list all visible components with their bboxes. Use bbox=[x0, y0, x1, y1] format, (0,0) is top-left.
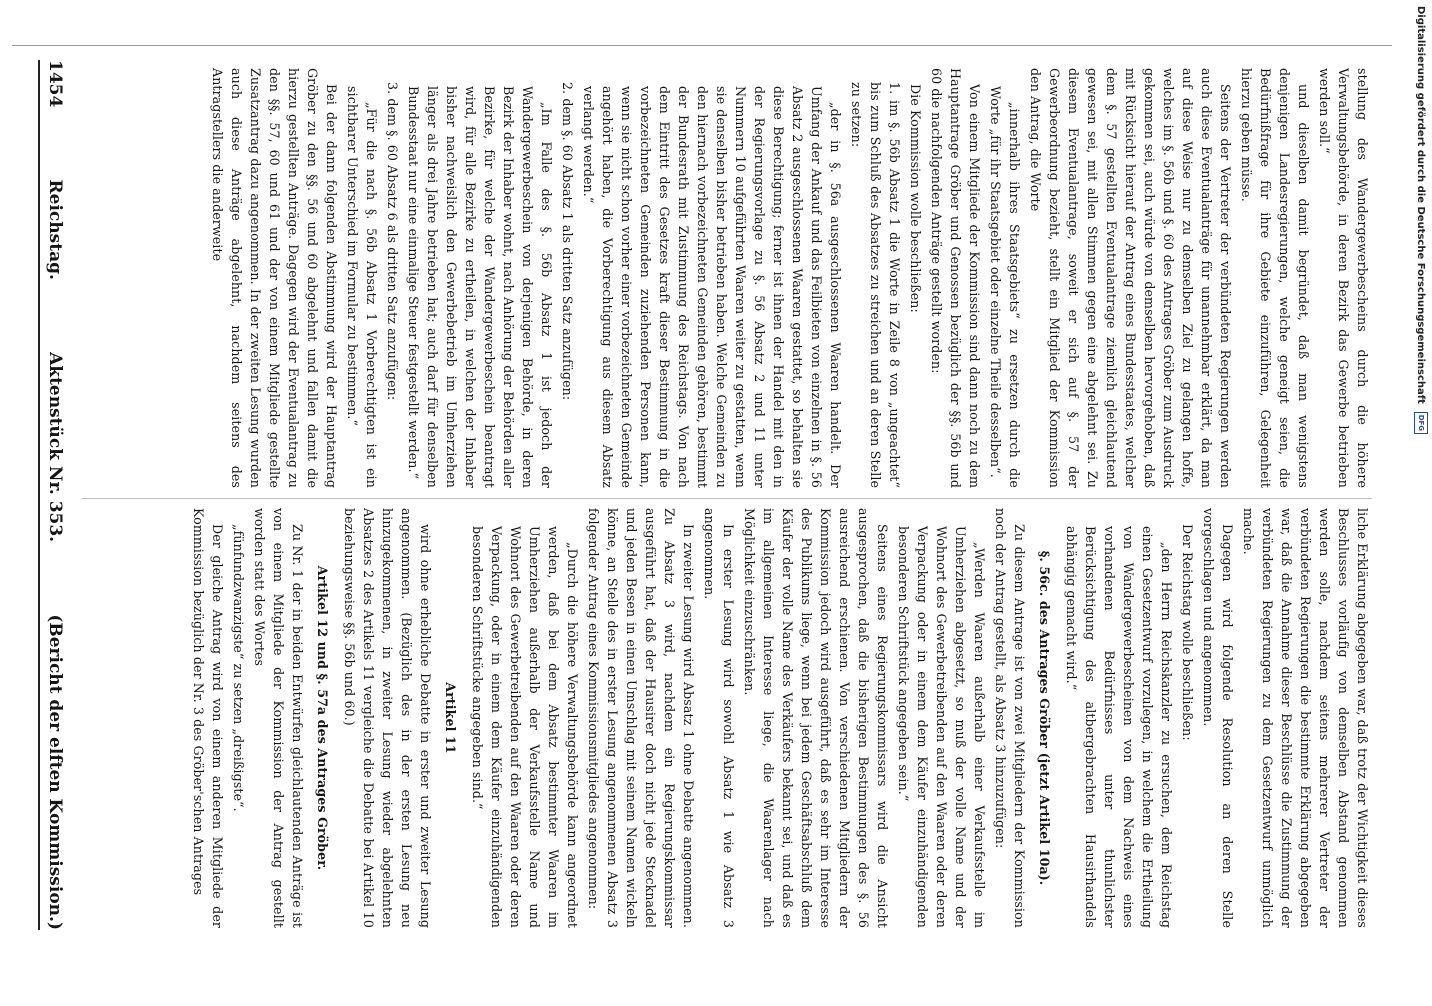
paragraph: „innerhalb ihres Staatsgebiets“ zu ersetzen durch die Worte „für ihr Staatsgebiet oder einzelne Theile desselben“. bbox=[988, 86, 1022, 488]
section-heading: Artikel 11 bbox=[443, 682, 458, 754]
paragraph: wird ohne erhebliche Debatte in erster und zweiter Lesung angenommen. (Bezüglich des in der ersten Lesung neu hinzugekommenen, in zweiter Lesung wieder abgelehnten Absatzes 2 des Artikels 11 vergleiche die Debatte bei Artikel 10 beziehungsweise §§. 56b und 60.) bbox=[342, 508, 433, 928]
paragraph: In zweiter Lesung wird Absatz 1 ohne Debatte angenommen. Zu Absatz 3 wird, nachdem ein Regierungskommissar ausgeführt hat, daß der Hausirer doch nicht jede Stecknadel und jeden Besen in einen Umschlag mit seinem Namen wickeln könne, an Stelle des in erster Lesung angenommenen Absatz 3 folgender Antrag eines Kommissionsmitgliedes angenommen: bbox=[586, 508, 696, 928]
paragraph: „fünfundzwanzigste“ zu setzen „dreißigste“. bbox=[231, 524, 246, 812]
document-number: Aktenstück Nr. 353. bbox=[45, 352, 65, 543]
paragraph: Von einem Mitgliede der Kommission sind dann noch zu dem Hauptantrage Gröber und Genossen bezüglich der §§. 56b und 60 die nachfolgenden Anträge gestellt worden: bbox=[929, 68, 982, 488]
paragraph: stellung des Wandergewerbescheins durch die höhere Verwaltungsbehörde, in deren Bezirk das Gewerbe betrieben werden soll.“ bbox=[1317, 68, 1370, 488]
report-title: (Bericht der elften Kommission.) bbox=[45, 614, 65, 930]
paragraph: Bei der dann folgenden Abstimmung wird der Hauptantrag Gröber zu den §§. 56 und 60 abgelehnt und fallen damit die hierzu gestellten Anträge. Dagegen wird der Eventualantrag zu den §§. 57, 60 und 61 und der von einem Mitgliede gestellte Zusatzantrag dazu angenommen. In der zweiten Lesung wurden auch diese Anträge abgelehnt, nachdem seitens des Antragstellers die anderweite bbox=[210, 68, 339, 488]
running-head bbox=[38, 60, 70, 930]
section-title: Reichstag. bbox=[45, 179, 65, 280]
section-heading: Artikel 12 und §. 57a des Antrages Gröber. bbox=[315, 565, 330, 871]
page-number: 1454 bbox=[45, 60, 65, 108]
paragraph: 1. im §. 56b Absatz 1 die Worte in Zeile 8 von „ungeachtet“ bis zum Schluß des Absatzes zu streichen und an deren Stelle zu setzen: bbox=[849, 82, 902, 488]
right-column bbox=[82, 508, 1372, 928]
paragraph: Zu diesem Antrage ist von zwei Mitgliedern der Kommission noch der Antrag gestellt, als Absatz 3 hinzuzufügen: bbox=[993, 508, 1027, 928]
paragraph: Seitens eines Regierungskommissars wird die Ansicht ausgesprochen, daß die bisherigen Bestimmungen des §. 56 ausreichend erschienen. Von verschiedenen Mitgliedern der Kommission jedoch wird ausgeführt, daß es sehr im Interesse des Publikums liege, wenn bei jedem Geschäftsabschluß dem Käufer der volle Name des Verkäufers bekannt sei, und daß es im allgemeinen Interesse liege, die Waarenlager nach Möglichkeit einzuschränken. bbox=[742, 508, 890, 928]
quoted-text: „den Herrn Reichskanzler zu ersuchen, dem Reichstag einen Gesetzentwurf vorzulegen, in welchem die Ertheilung von Wandergewerbescheinen von dem Nachweis eines vorhandenen Bedürfnisses unter thunlichster Berücksichtigung des altbergebrachten Hausirhandels abhängig gemacht wird.“ bbox=[1064, 526, 1174, 928]
paragraph: „Im Falle des §. 56b Absatz 1 ist jedoch der Wandergewerbeschein von derjenigen Behörde, in deren Bezirk der Inhaber wohnt, nach Anhörung der Behörden aller Bezirke, für welche der Wandergewerbeschein beantragt wird, für alle Bezirke zu ertheilen, in welchen der Inhaber bisher nachweislich den Gewerbebetrieb im Umherziehen länger als drei Jahre betrieben hat; auch darf für denselben Bundesstaat nur eine einmalige Steuer festgestellt werden.“ bbox=[406, 86, 554, 488]
credit-text: Digitalisierung gefördert durch die Deutsche Forschungsgemeinschaft bbox=[1415, 6, 1427, 404]
paragraph: „der in §. 56a ausgeschlossenen Waaren handelt. Der Umfang der Ankauf und das Feilbieten von einzelnen in §. 56 Absatz 2 ausgeschlossenen Waaren gestattet, so behalten sie diese Berechtigung; ferner ist ihnen der Handel mit den in der Regierungsvorlage zu §. 56 Absatz 2 und 11 unter Nummern 10 aufgeführten Waaren weiter zu gestatten, wenn sie denselben bisher betrieben haben. Welche Gemeinden zu den hiernach vorbezeichneten Gemeinden gehören, bestimmt der Bundesrath mit Zustimmung des Reichstags. Von nach dem Eintritt des Gesetzes kraft dieser Bestimmung in die vorbezeichneten Gemeinden zuziehenden Personen kann, wenn sie nicht schon vorher einer vorbezeichneten Gemeinde angehört haben, die Vorberechtigung aus diesem Absatz verlangt werden.“ bbox=[581, 86, 843, 488]
paragraph: „Für die nach §. 56b Absatz 1 Vorberechtigten ist ein sichtbarer Unterschied im Formular zu bestimmen.“ bbox=[345, 86, 379, 488]
paragraph: Der Reichstag wolle beschließen: bbox=[1180, 524, 1195, 741]
section-heading: §. 56c. des Antrages Gröber (jetzt Artikel 10a). bbox=[1037, 550, 1052, 886]
paragraph: Seitens der Vertreter der verbündeten Regierungen werden auch diese Eventualanträge für unannehmbar erklärt, da man auf diese Weise nur zu demselben Ziel zu gelangen hoffe, welches im §. 56b und §. 60 des Antrages Gröber zum Ausdruck gekommen sei, auch würde von demselben hervorgehoben, daß mit Rücksicht hierauf der Antrag eines Bundesstaates, welcher dem §. 57 gestellten Eventualantrage ziemlich gleichlautend gewesen sei, mit allen Stimmen gegen eine abgelehnt sei. Zu diesem Eventualantrage, soweit er sich auf §. 57 der Gewerbeordnung bezieht, stellt ein Mitglied der Kommission den Antrag, die Worte bbox=[1028, 68, 1233, 488]
paragraph: 2. dem §. 60 Absatz 1 als dritten Satz anzufügen: bbox=[560, 82, 575, 401]
quoted-text: „Durch die höhere Verwaltungsbehörde kann angeordnet werden, daß bei dem Absatz bestimmter Waaren im Umherziehen außerhalb der Verkaufsstelle Name und Wohnort des Gewerbetreibenden auf den Waaren oder deren Verpackung, oder in einem dem Käufer einzuhändigenden besonderen Schriftstücke angegeben sind.“ bbox=[470, 526, 580, 928]
column-divider bbox=[82, 498, 1372, 499]
paragraph: und dieselben damit begründet, daß man wenigstens denjenigen Landesregierungen, welche geneigt seien, die Bedürfnißfrage für ihre Gebiete einzuführen, Gelegenheit hierzu geben müsse. bbox=[1239, 68, 1311, 488]
paragraph: Zu Nr. 1 der in beiden Entwürfen gleichlautenden Anträge ist von einem Mitgliede der Kommission der Antrag gestellt worden statt des Wortes bbox=[252, 508, 305, 928]
left-column bbox=[82, 68, 1372, 488]
paragraph: 3. dem §. 60 Absatz 6 als dritten Satz anzufügen: bbox=[385, 82, 400, 401]
quoted-text: „Werden Waaren außerhalb einer Verkaufsstelle im Umherziehen abgesetzt, so muß der volle Name und der Wohnort des Gewerbetreibenden auf den Waaren oder deren Verpackung oder in einem dem Käufer einzuhändigenden besonderen Schriftstück angegeben sein.“ bbox=[896, 526, 987, 928]
paragraph: Der gleiche Antrag wird von einem anderen Mitgliede der Kommission bezüglich der Nr. 3 des Gröber'schen Antrages bbox=[191, 508, 225, 928]
paragraph: liche Erklärung abgegeben war, daß trotz der Wichtigkeit dieses Beschlusses vorläufig von demselben Abstand genommen werden solle, nachdem seitens mehrerer Vertreter der verbündeten Regierungen die bestimmte Erklärung abgegeben war, daß die Annahme dieser Beschlüsse die Zustimmung der verbündeten Regierungen zu dem Gesetzentwurf unmöglich mache. bbox=[1241, 508, 1370, 928]
paragraph: In erster Lesung wird sowohl Absatz 1 wie Absatz 3 angenommen. bbox=[702, 508, 736, 928]
digitization-credit bbox=[1410, 0, 1432, 1006]
paragraph: Dagegen wird folgende Resolution an deren Stelle vorgeschlagen und angenommen. bbox=[1201, 508, 1235, 928]
paragraph: Die Kommission wolle beschließen: bbox=[908, 84, 923, 313]
dfg-logo-icon: DFG bbox=[1414, 412, 1428, 434]
